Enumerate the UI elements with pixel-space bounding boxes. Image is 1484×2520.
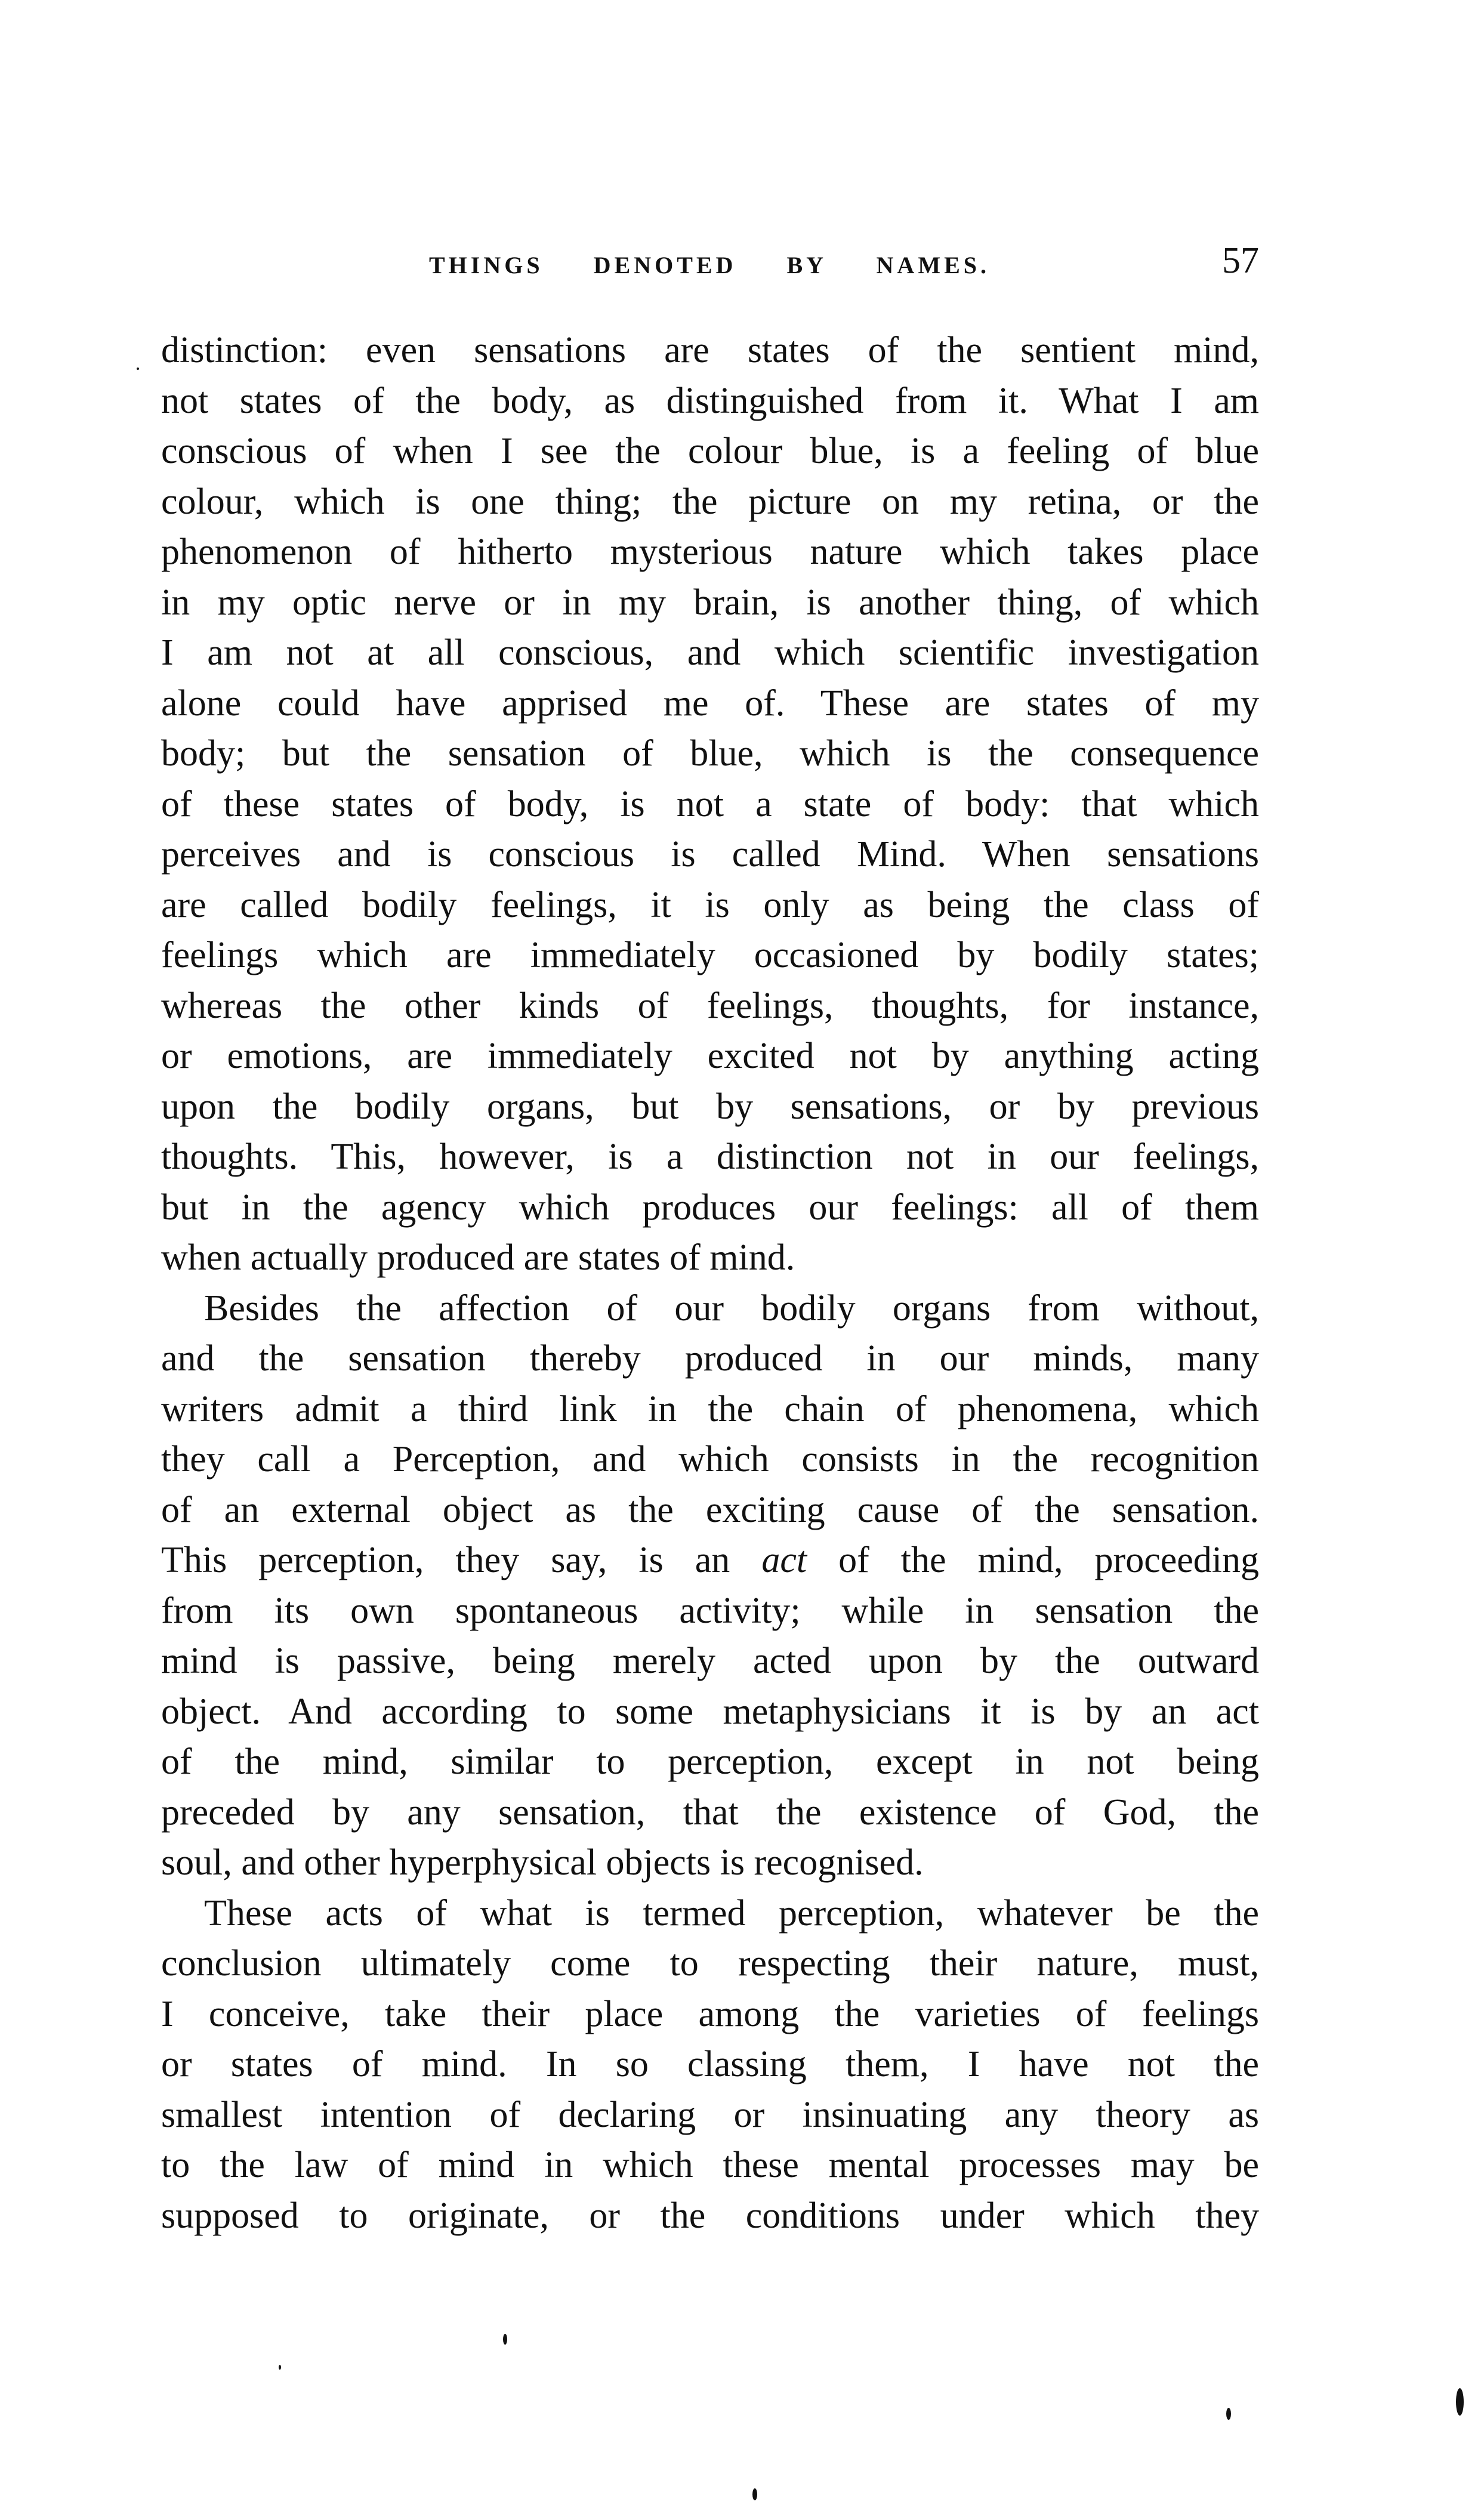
scan-speck	[1456, 2388, 1464, 2416]
text-line: writers admit a third link in the chain of phenomena, which	[161, 1388, 1259, 1429]
text-line: Besides the affection of our bodily organs from without,	[204, 1287, 1259, 1329]
text-line: but in the agency which produces our feelings: all of them	[161, 1187, 1259, 1228]
text-line: supposed to originate, or the conditions under which they	[161, 2195, 1259, 2236]
scan-speck	[279, 2365, 281, 2370]
text-line: distinction: even sensations are states of the sentient mind,	[161, 330, 1259, 370]
text-line: alone could have apprised me of. These are states of my	[161, 682, 1259, 724]
scan-speck	[137, 368, 139, 370]
text-line: thoughts. This, however, is a distinction not in our feelings,	[161, 1137, 1259, 1177]
scan-speck	[503, 2334, 507, 2345]
text-line: not states of the body, as distinguished from it. What I am	[161, 380, 1259, 421]
text-line: smallest intention of declaring or insinuating any theory as	[161, 2094, 1259, 2135]
text-line: of these states of body, is not a state of body: that which	[161, 783, 1259, 824]
text-line: when actually produced are states of mind.	[161, 1237, 795, 1278]
text-line: and the sensation thereby produced in our minds, many	[161, 1338, 1259, 1379]
paragraph-3	[161, 1888, 1259, 2241]
text-line: of an external object as the exciting cause of the sensation.	[161, 1489, 1259, 1530]
text-line: upon the bodily organs, but by sensations, or by previous	[161, 1086, 1259, 1127]
text-line: in my optic nerve or in my brain, is another thing, of which	[161, 582, 1259, 623]
text-line: of the mind, similar to perception, except in not being	[161, 1741, 1259, 1782]
scan-speck	[1226, 2408, 1231, 2420]
text-line: I conceive, take their place among the varieties of feelings	[161, 1993, 1259, 2034]
text-line: from its own spontaneous activity; while in sensation the	[161, 1590, 1259, 1631]
text-line: preceded by any sensation, that the existence of God, the	[161, 1792, 1259, 1833]
text-line: These acts of what is termed perception, whatever be the	[204, 1892, 1259, 1934]
page-number: 57	[1222, 240, 1259, 281]
paragraph-2	[161, 1283, 1259, 1888]
text-line: or emotions, are immediately excited not by anything acting	[161, 1036, 1259, 1076]
text-line: conclusion ultimately come to respecting their nature, must,	[161, 1943, 1259, 1984]
text-line: whereas the other kinds of feelings, thoughts, for instance,	[161, 985, 1259, 1026]
text-line: they call a Perception, and which consists in the recognition	[161, 1439, 1259, 1480]
text-line: perceives and is conscious is called Mind. When sensations	[161, 834, 1259, 875]
running-title: THINGS DENOTED BY NAMES.	[429, 252, 990, 279]
italic-word: act	[761, 1540, 807, 1580]
body-text	[161, 325, 1259, 2241]
text-line: conscious of when I see the colour blue, is a feeling of blue	[161, 431, 1259, 471]
text-line: to the law of mind in which these mental processes may be	[161, 2145, 1259, 2185]
text-line: body; but the sensation of blue, which is the consequence	[161, 733, 1259, 774]
text-line: or states of mind. In so classing them, I have not the	[161, 2044, 1259, 2084]
text-run: of the mind, proceeding	[807, 1540, 1259, 1580]
text-line: object. And according to some metaphysicians it is by an act	[161, 1691, 1259, 1732]
text-line: colour, which is one thing; the picture on my retina, or the	[161, 481, 1259, 522]
text-line: phenomenon of hitherto mysterious nature which takes place	[161, 532, 1259, 572]
text-line: are called bodily feelings, it is only as being the class of	[161, 884, 1259, 925]
text-line: feelings which are immediately occasioned by bodily states;	[161, 935, 1259, 975]
scan-speck	[752, 2488, 757, 2500]
text-line: mind is passive, being merely acted upon by the outward	[161, 1641, 1259, 1681]
paragraph-1	[161, 325, 1259, 1283]
text-line-with-italic	[161, 1535, 1259, 1586]
text-line: I am not at all conscious, and which scientific investigation	[161, 632, 1259, 673]
text-run: This perception, they say, is an	[161, 1540, 762, 1580]
text-line: soul, and other hyperphysical objects is recognised.	[161, 1842, 924, 1883]
